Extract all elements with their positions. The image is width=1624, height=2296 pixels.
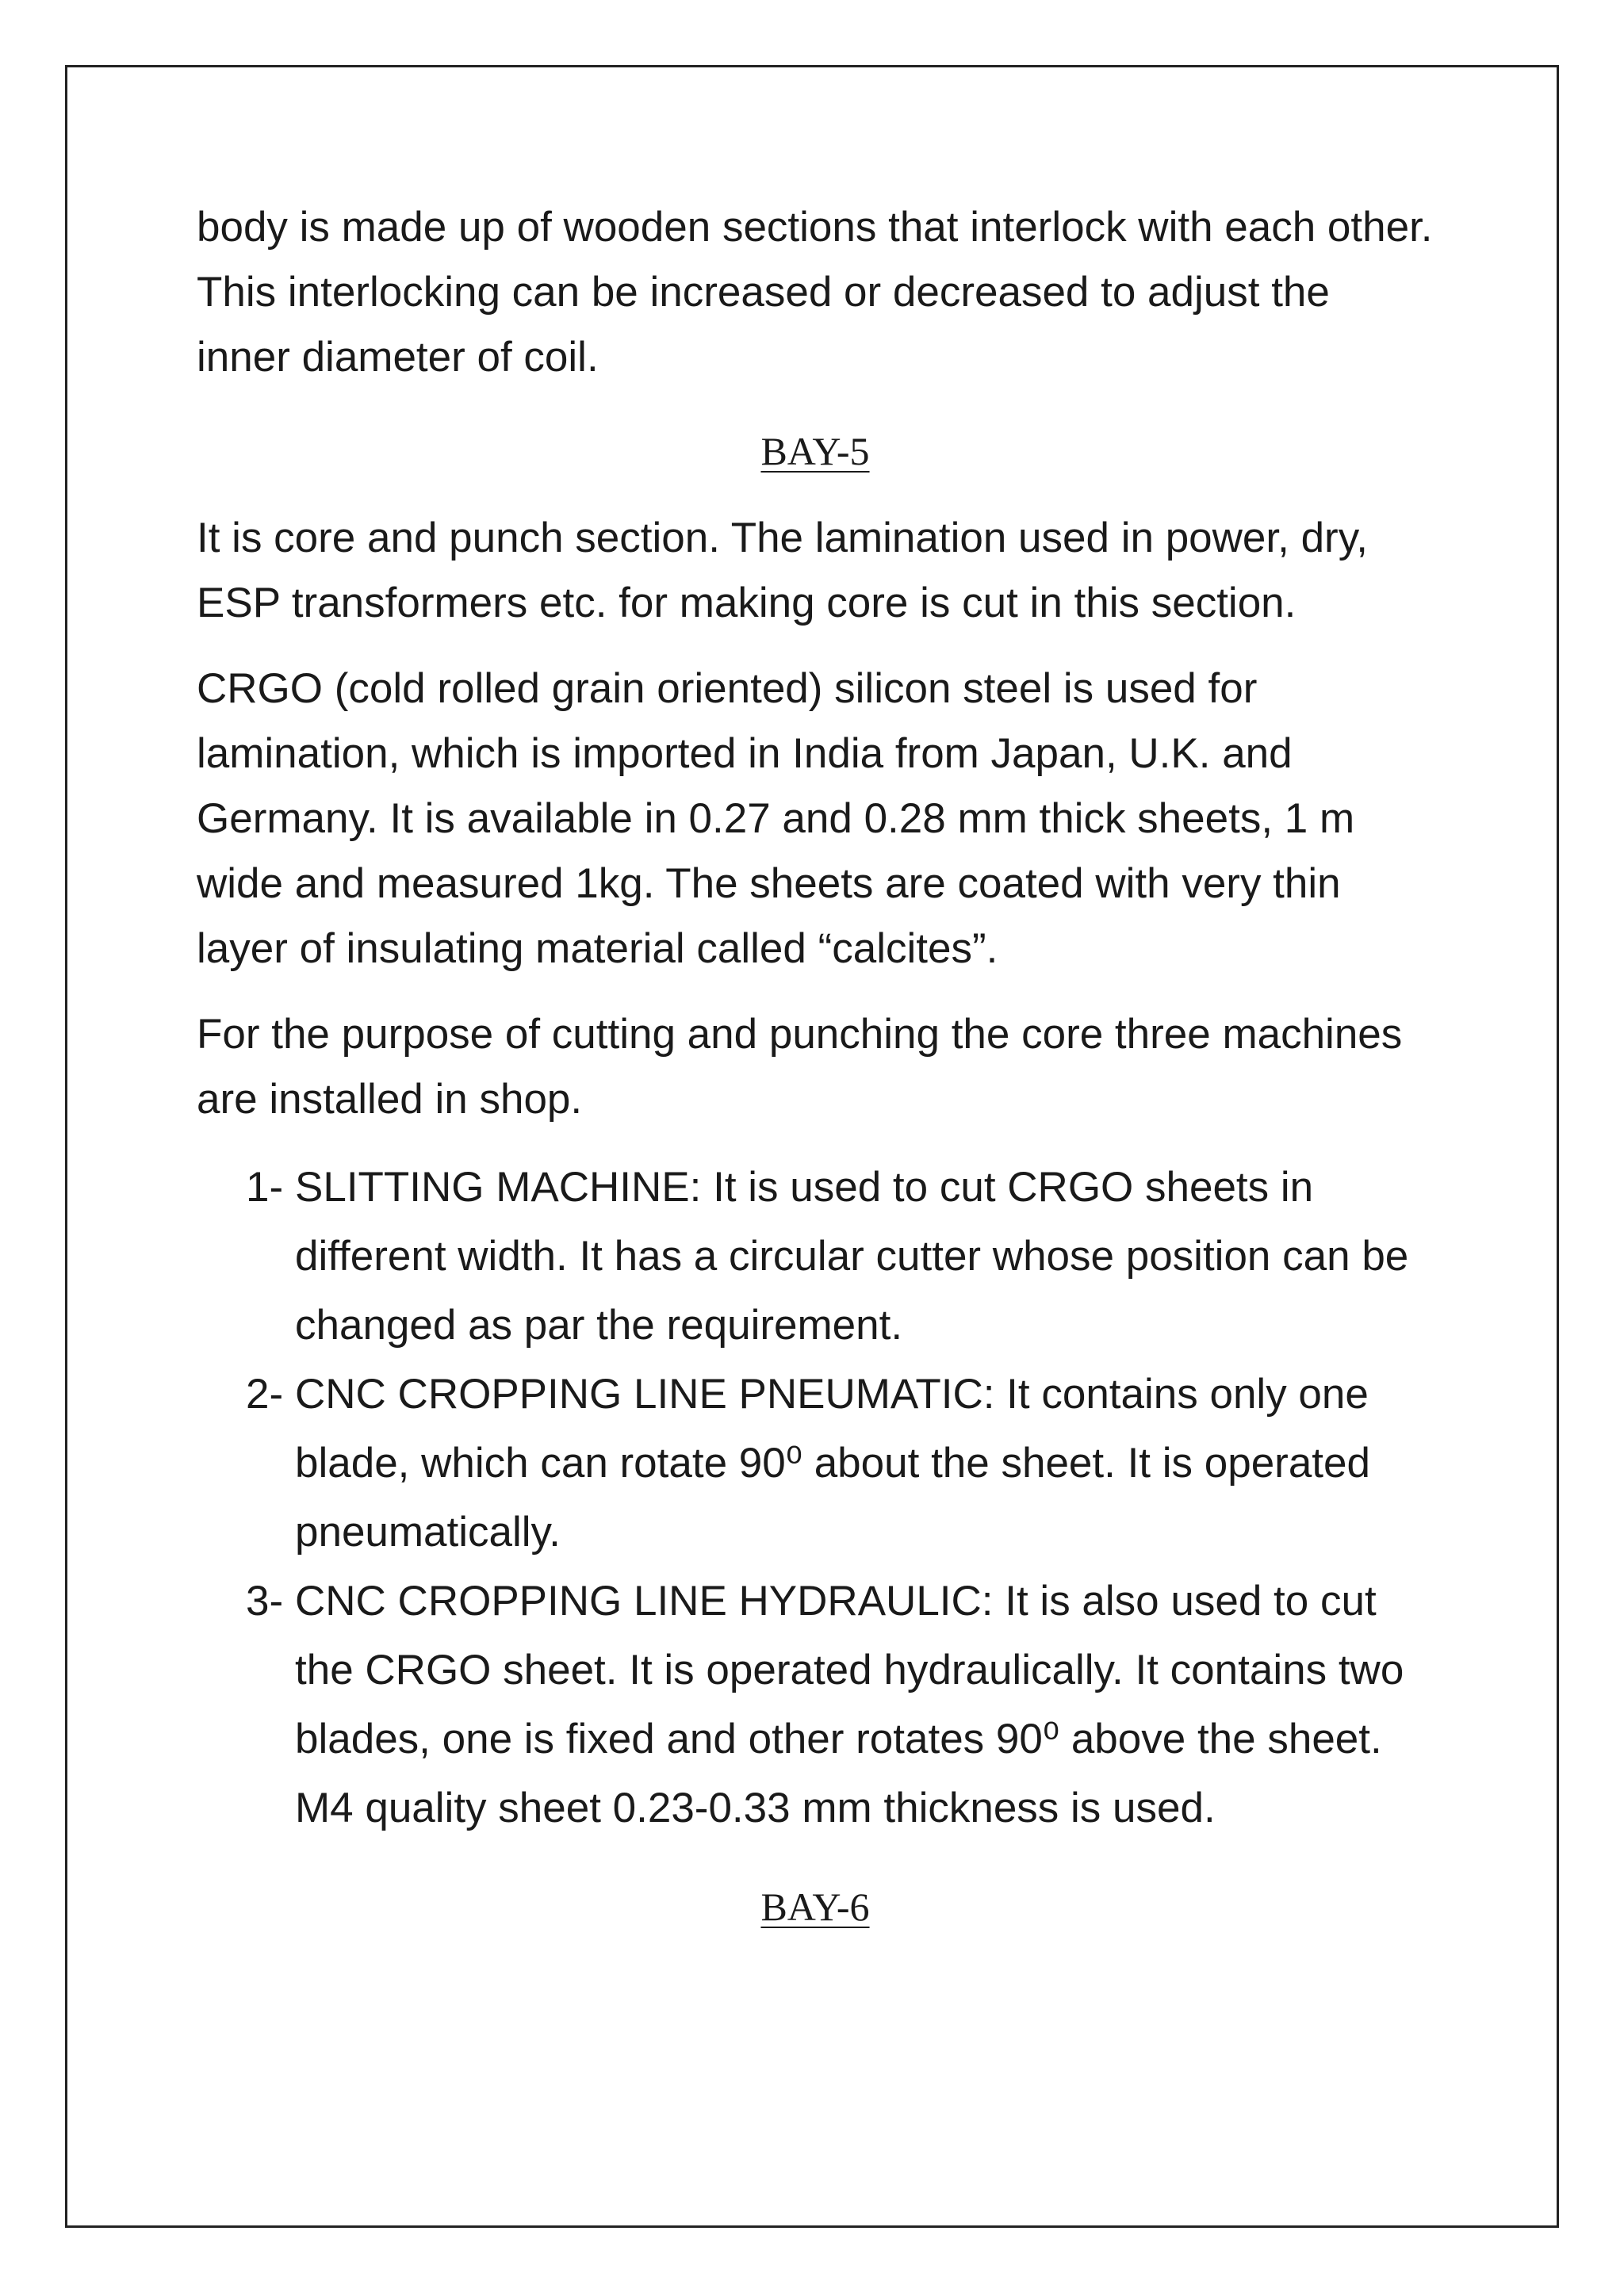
page-content — [197, 195, 1434, 1961]
list-item-text: CNC CROPPING LINE PNEUMATIC: It contains only one blade, which can rotate 90⁰ about the sheet. It is operated pneumatically. — [295, 1371, 1370, 1556]
list-item-text: SLITTING MACHINE: It is used to cut CRGO sheets in different width. It has a circular cutter whose position can be changed as par the requirement. — [295, 1164, 1409, 1349]
section-heading-bay-5: BAY-5 — [760, 429, 870, 473]
list-item — [197, 1567, 1434, 1843]
machine-list — [197, 1153, 1434, 1843]
paragraph-core-punch-section: It is core and punch section. The lamination used in power, dry, ESP transformers etc. for making core is cut in this section. — [197, 515, 1368, 626]
paragraph-machines-intro: For the purpose of cutting and punching the core three machines are installed in shop. — [197, 1011, 1403, 1123]
list-item-number: 3- — [246, 1578, 284, 1624]
section-heading-bay-6: BAY-6 — [760, 1885, 870, 1929]
list-item-number: 1- — [246, 1164, 284, 1211]
list-item-text: CNC CROPPING LINE HYDRAULIC: It is also used to cut the CRGO sheet. It is operated hydraulically. It contains two blades, one is fixed and other rotates 90⁰ above the sheet. M4 quality sheet 0.23-0.33 mm thickness is used. — [295, 1578, 1404, 1831]
list-item-number: 2- — [246, 1371, 284, 1418]
list-item — [197, 1153, 1434, 1360]
intro-paragraph: body is made up of wooden sections that interlock with each other. This interlocking can be increased or decreased to adjust the inner diameter of coil. — [197, 204, 1433, 381]
paragraph-crgo-steel: CRGO (cold rolled grain oriented) silicon steel is used for lamination, which is imported in India from Japan, U.K. and Germany. It is available in 0.27 and 0.28 mm thick sheets, 1 m wide and measured 1kg. The sheets are coated with very thin layer of insulating material called “calcites”. — [197, 665, 1355, 972]
list-item — [197, 1360, 1434, 1567]
